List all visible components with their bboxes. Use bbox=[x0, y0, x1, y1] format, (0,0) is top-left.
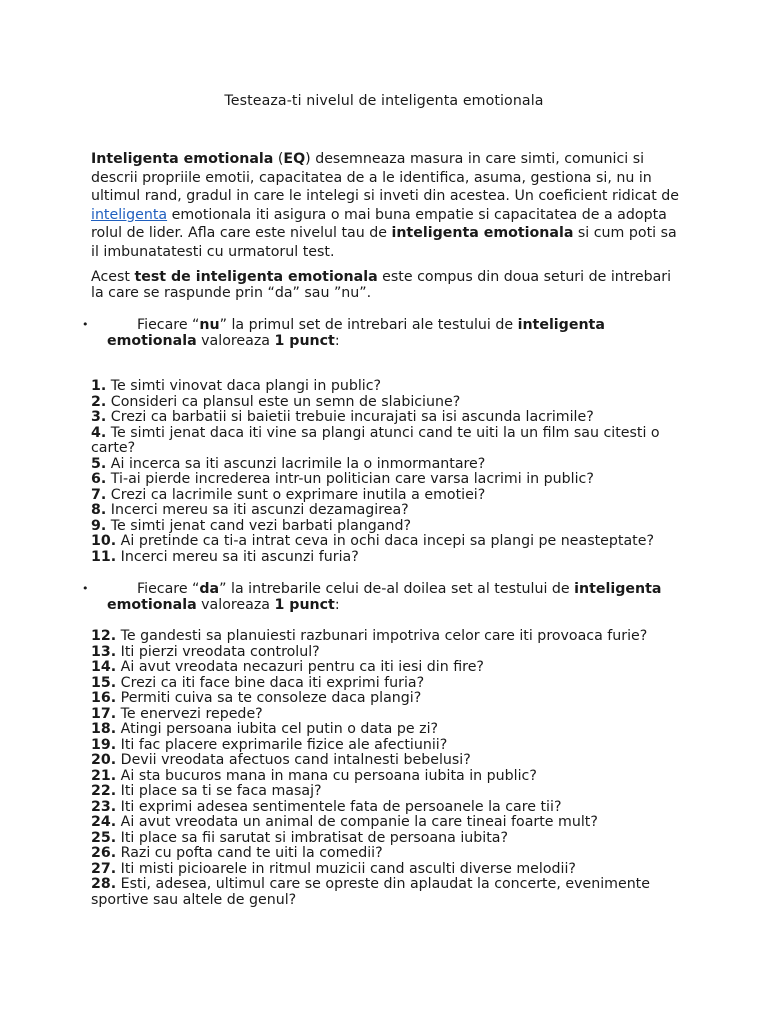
list-item: 21. Ai sta bucuros mana in mana cu persoana iubita in public? bbox=[91, 767, 537, 784]
bullet2-answer: da bbox=[199, 581, 220, 597]
list-item: 11. Incerci mereu sa iti ascunzi furia? bbox=[91, 548, 359, 565]
list-item: 5. Ai incerca sa iti ascunzi lacrimile la o inmormantare? bbox=[91, 455, 486, 472]
intro2-term: test de inteligenta emotionala bbox=[134, 269, 378, 285]
intro-text-1: ) desemneaza masura in care simti, comunici si descrii propriile emotii, capacitatea de a le identifica, asuma, gestiona si, nu in ultimul rand, gradul in care le intelegi si inveti din acestea. Un coeficient ridicat de bbox=[91, 151, 680, 205]
list-item: 13. Iti pierzi vreodata controlul? bbox=[91, 643, 320, 660]
intro-term: Inteligenta emotionala bbox=[91, 151, 274, 167]
list-item: 24. Ai avut vreodata un animal de companie la care tineai foarte mult? bbox=[91, 814, 598, 830]
list-item: 15. Crezi ca iti face bine daca iti exprimi furia? bbox=[91, 674, 425, 691]
bullet2-term: inteligenta emotionala bbox=[107, 581, 662, 614]
page-title: Testeaza-ti nivelul de inteligenta emotionala bbox=[224, 93, 544, 109]
bullet2-text-1: Fiecare “ bbox=[137, 581, 200, 597]
intro-abbrev: EQ bbox=[283, 151, 306, 167]
list-item: 4. Te simti jenat daca iti vine sa plangi atunci cand te uiti la un film sau citesti o carte? bbox=[91, 424, 660, 456]
intro-term-2: inteligenta emotionala bbox=[391, 225, 574, 242]
bullet-set-2-text bbox=[107, 581, 682, 614]
list-item: 28. Esti, adesea, ultimul care se opreste din aplaudat la concerte, evenimente sportive sau altele de genul? bbox=[91, 876, 650, 908]
list-item: 22. Iti place sa ti se faca masaj? bbox=[91, 783, 322, 799]
inteligenta-link[interactable]: inteligenta bbox=[91, 206, 168, 223]
bullet1-text-4: : bbox=[334, 333, 340, 350]
bullet2-text-2: ” la intrebarile celui de-al doilea set al testului de bbox=[219, 581, 575, 597]
bullet2-points: 1 punct bbox=[274, 597, 335, 614]
list-item: 20. Devii vreodata afectuos cand intalnesti bebelusi? bbox=[91, 752, 471, 768]
list-item: 2. Consideri ca plansul este un semn de slabiciune? bbox=[91, 393, 461, 410]
list-item: 6. Ti-ai pierde increderea intr-un politician care varsa lacrimi in public? bbox=[91, 471, 594, 487]
bullet1-term: inteligenta emotionala bbox=[107, 317, 605, 350]
intro2-text-2: este compus din doua seturi de intrebari la care se raspunde prin “da” sau ”nu”. bbox=[91, 269, 672, 301]
list-item: 12. Te gandesti sa planuiesti razbunari impotriva celor care iti provoaca furie? bbox=[91, 628, 648, 644]
question-list-set-2 bbox=[91, 629, 681, 908]
bullet1-answer: nu bbox=[199, 317, 220, 333]
bullet-marker: • bbox=[82, 318, 89, 331]
list-item: 19. Iti fac placere exprimarile fizice ale afectiunii? bbox=[91, 736, 448, 753]
list-item: 14. Ai avut vreodata necazuri pentru ca iti iesi din fire? bbox=[91, 659, 484, 675]
bullet1-text-2: ” la primul set de intrebari ale testului de bbox=[219, 317, 518, 333]
intro-text-3: si cum poti sa il imbunatatesti cu urmatorul test. bbox=[91, 225, 677, 260]
bullet-marker: • bbox=[82, 582, 89, 595]
question-list-set-1 bbox=[91, 379, 681, 565]
list-item: 18. Atingi persoana iubita cel putin o data pe zi? bbox=[91, 721, 439, 737]
intro2-paragraph bbox=[91, 269, 681, 301]
bullet1-points: 1 punct bbox=[274, 333, 335, 350]
list-item: 16. Permiti cuiva sa te consoleze daca plangi? bbox=[91, 690, 422, 706]
list-item: 17. Te enervezi repede? bbox=[91, 705, 263, 722]
list-item: 25. Iti place sa fii sarutat si imbratisat de persoana iubita? bbox=[91, 829, 508, 846]
bullet2-text-3: valoreaza bbox=[196, 597, 275, 614]
list-item: 3. Crezi ca barbatii si baietii trebuie incurajati sa isi ascunda lacrimile? bbox=[91, 409, 594, 425]
list-item: 7. Crezi ca lacrimile sunt o exprimare inutila a emotiei? bbox=[91, 486, 486, 503]
list-item: 8. Incerci mereu sa iti ascunzi dezamagirea? bbox=[91, 502, 409, 518]
list-item: 9. Te simti jenat cand vezi barbati plangand? bbox=[91, 517, 412, 534]
intro-paragraph bbox=[91, 150, 681, 262]
list-item: 23. Iti exprimi adesea sentimentele fata de persoanele la care tii? bbox=[91, 798, 562, 815]
bullet1-text-3: valoreaza bbox=[196, 333, 275, 350]
intro-open-paren: ( bbox=[273, 151, 284, 167]
bullet-set-1-text bbox=[107, 317, 682, 350]
list-item: 1. Te simti vinovat daca plangi in public? bbox=[91, 378, 382, 394]
list-item: 26. Razi cu pofta cand te uiti la comedii? bbox=[91, 845, 383, 861]
bullet1-text-1: Fiecare “ bbox=[137, 317, 200, 333]
bullet2-text-4: : bbox=[334, 597, 340, 614]
intro-text-2: emotionala iti asigura o mai buna empatie si capacitatea de a adopta rolul de lider. Afla care este nivelul tau de bbox=[91, 206, 667, 242]
list-item: 10. Ai pretinde ca ti-a intrat ceva in ochi daca incepi sa plangi pe neasteptate? bbox=[91, 533, 654, 549]
list-item: 27. Iti misti picioarele in ritmul muzicii cand asculti diverse melodii? bbox=[91, 860, 576, 877]
intro2-text-1: Acest bbox=[91, 269, 135, 285]
